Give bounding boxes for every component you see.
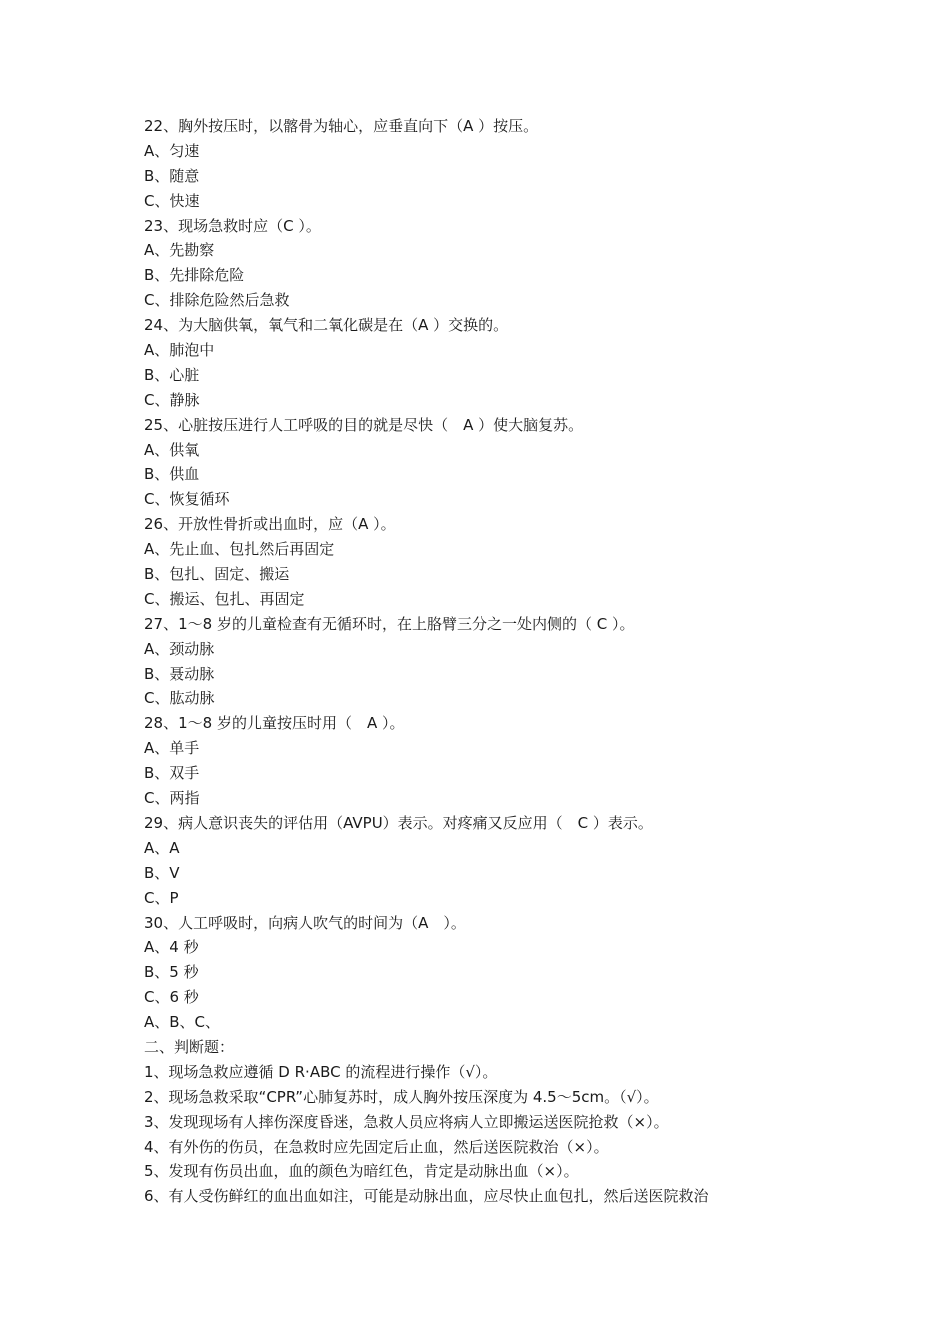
question-28: 28、1～8 岁的儿童按压时用（ A ）。	[144, 714, 405, 733]
option-b: B、聂动脉	[144, 664, 215, 683]
option-b: B、先排除危险	[144, 266, 245, 285]
judgment-4: 4、有外伤的伤员，在急救时应先固定后止血，然后送医院救治（×）。	[144, 1137, 609, 1156]
option-a: A、匀速	[144, 141, 200, 160]
judgment-2: 2、现场急救采取“CPR”心肺复苏时，成人胸外按压深度为 4.5～5cm。（√）。	[144, 1087, 659, 1106]
option-a: A、肺泡中	[144, 341, 215, 360]
option-b: B、随意	[144, 166, 200, 185]
option-c: C、静脉	[144, 390, 200, 409]
question-25: 25、心脏按压进行人工呼吸的目的就是尽快（ A ）使大脑复苏。	[144, 415, 584, 434]
option-a: A、供氧	[144, 440, 200, 459]
option-a: A、单手	[144, 739, 200, 758]
option-a: A、A	[144, 838, 180, 857]
document-page	[144, 114, 824, 1209]
question-29: 29、病人意识丧失的评估用（AVPU）表示。对疼痛又反应用（ C ）表示。	[144, 813, 653, 832]
judgment-3: 3、发现现场有人摔伤深度昏迷，急救人员应将病人立即搬运送医院抢救（×）。	[144, 1112, 669, 1131]
question-24: 24、为大脑供氧，氧气和二氧化碳是在（A ）交换的。	[144, 316, 509, 335]
judgment-1: 1、现场急救应遵循 D R·ABC 的流程进行操作（√）。	[144, 1062, 498, 1081]
option-c: C、6 秒	[144, 988, 199, 1007]
option-c: C、恢复循环	[144, 490, 230, 509]
option-b: B、双手	[144, 764, 200, 783]
option-a: A、4 秒	[144, 938, 199, 957]
option-a: A、颈动脉	[144, 639, 215, 658]
question-23: 23、现场急救时应（C ）。	[144, 216, 321, 235]
option-c: C、肱动脉	[144, 689, 215, 708]
option-b: B、心脏	[144, 365, 200, 384]
option-b: B、V	[144, 863, 180, 882]
judgment-6: 6、有人受伤鲜红的血出血如注，可能是动脉出血，应尽快止血包扎，然后送医院救治	[144, 1187, 709, 1206]
option-c: C、搬运、包扎、再固定	[144, 589, 305, 608]
option-c: C、两指	[144, 789, 200, 808]
question-27: 27、1～8 岁的儿童检查有无循环时，在上胳臂三分之一处内侧的（ C ）。	[144, 614, 635, 633]
option-a: A、先勘察	[144, 241, 215, 260]
option-b: B、供血	[144, 465, 200, 484]
option-c: C、P	[144, 888, 179, 907]
question-22: 22、胸外按压时，以髂骨为轴心，应垂直向下（A ）按压。	[144, 117, 539, 135]
judgment-5: 5、发现有伤员出血，血的颜色为暗红色，肯定是动脉出血（×）。	[144, 1162, 579, 1181]
option-a: A、先止血、包扎然后再固定	[144, 540, 335, 559]
answer-line: A、B、C、	[144, 1013, 221, 1032]
option-c: C、排除危险然后急救	[144, 291, 290, 310]
option-c: C、快速	[144, 191, 200, 210]
question-30: 30、人工呼吸时，向病人吹气的时间为（A ）。	[144, 913, 466, 932]
option-b: B、包扎、固定、搬运	[144, 565, 290, 584]
section-heading: 二、判断题：	[144, 1037, 235, 1056]
question-26: 26、开放性骨折或出血时，应（A ）。	[144, 515, 396, 534]
option-b: B、5 秒	[144, 963, 199, 982]
